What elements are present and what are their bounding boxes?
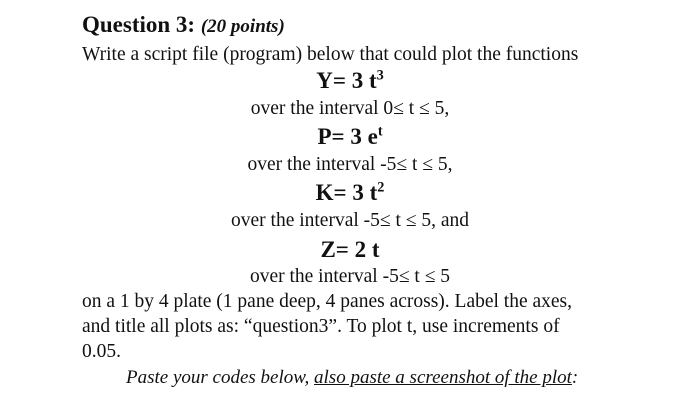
- function-y: [0, 67, 700, 95]
- function-z-interval: over the interval -5≤ t ≤ 5: [249, 266, 451, 287]
- paste-instruction: [126, 366, 578, 390]
- function-y-interval: over the interval 0≤ t ≤ 5,: [250, 98, 450, 119]
- function-p: [0, 123, 700, 151]
- function-k-lhs: K= 3 t: [315, 180, 378, 205]
- question-heading: [82, 10, 285, 42]
- question-title: Question 3:: [82, 12, 196, 37]
- function-p-power: t: [377, 123, 383, 140]
- function-p-interval: over the interval -5≤ t ≤ 5,: [247, 154, 453, 175]
- question-points: (20 points): [200, 16, 285, 37]
- function-p-lhs: P= 3 e: [317, 124, 378, 149]
- instruction-line-1: on a 1 by 4 plate (1 pane deep, 4 panes across). Label the axes,: [82, 291, 573, 312]
- instruction-line-3: 0.05.: [82, 341, 121, 362]
- intro-text: Write a script file (program) below that could plot the functions: [82, 44, 579, 65]
- function-z: [0, 236, 700, 264]
- function-z-lhs: Z= 2 t: [320, 237, 380, 262]
- paste-instruction-underlined: also paste a screenshot of the plot: [314, 367, 572, 388]
- instruction-line-2: and title all plots as: “question3”. To plot t, use increments of: [82, 316, 560, 337]
- function-k-power: 2: [377, 179, 385, 196]
- function-k-interval: over the interval -5≤ t ≤ 5, and: [231, 210, 469, 231]
- paste-instruction-prefix: Paste your codes below,: [126, 367, 315, 388]
- function-y-lhs: Y= 3 t: [316, 68, 377, 93]
- paste-instruction-suffix: :: [571, 367, 579, 388]
- function-k: [0, 179, 700, 207]
- function-y-power: 3: [376, 67, 384, 84]
